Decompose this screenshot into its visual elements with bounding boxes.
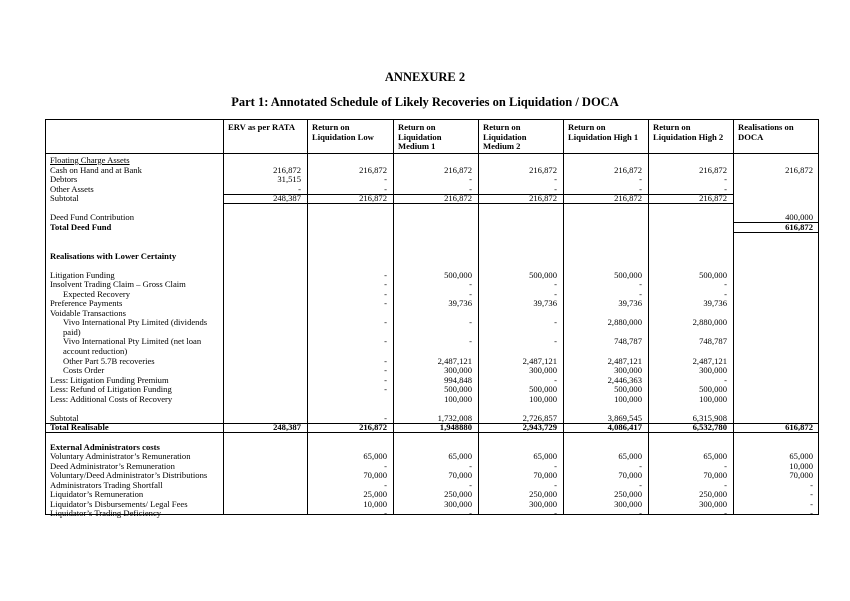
cell-value: - <box>384 374 387 385</box>
cell-value: 2,943,729 <box>522 422 557 433</box>
cell-value: - <box>724 479 727 490</box>
cell-value: 216,872 <box>529 193 557 204</box>
cell-value: 300,000 <box>699 365 727 376</box>
row-label: Liquidator’s Trading Deficiency <box>50 508 162 519</box>
cell-value: 2,726,857 <box>522 412 557 423</box>
cell-value: 216,872 <box>699 164 727 175</box>
row-label: Debtors <box>50 174 78 185</box>
column-header: Return on Liquidation Medium 1 <box>398 122 442 151</box>
cell-value: 400,000 <box>785 212 813 223</box>
cell-value: - <box>384 384 387 395</box>
cell-value: 216,872 <box>444 193 472 204</box>
cell-value: 216,872 <box>614 164 642 175</box>
row-label: Deed Administrator’s Remuneration <box>50 460 175 471</box>
total-rule <box>46 423 224 424</box>
cell-value: - <box>469 183 472 194</box>
cell-value: - <box>469 317 472 328</box>
cell-value: 70,000 <box>363 470 387 481</box>
cell-value: 248,387 <box>273 422 301 433</box>
cell-value: - <box>810 489 813 500</box>
doca-rule <box>734 222 819 223</box>
cell-value: 31,515 <box>277 174 301 185</box>
column-divider <box>223 120 224 514</box>
cell-value: - <box>810 479 813 490</box>
cell-value: - <box>724 460 727 471</box>
cell-value: 300,000 <box>529 498 557 509</box>
row-label: Voidable Transactions <box>50 307 126 318</box>
cell-value: - <box>384 508 387 519</box>
cell-value: 1,732,008 <box>437 412 472 423</box>
cell-value: 2,487,121 <box>522 355 557 366</box>
cell-value: - <box>724 288 727 299</box>
cell-value: 39,736 <box>448 298 472 309</box>
cell-value: - <box>810 508 813 519</box>
doca-rule <box>734 232 819 233</box>
row-label: Vivo International Pty Limited (dividends <box>63 317 208 328</box>
cell-value: 216,872 <box>699 193 727 204</box>
cell-value: 500,000 <box>444 384 472 395</box>
cell-value: 4,086,417 <box>607 422 642 433</box>
row-label: Liquidator’s Disbursements/ Legal Fees <box>50 498 188 509</box>
cell-value: - <box>724 374 727 385</box>
row-label: Litigation Funding <box>50 269 115 280</box>
cell-value: - <box>554 317 557 328</box>
cell-value: 70,000 <box>618 470 642 481</box>
cell-value: 2,880,000 <box>607 317 642 328</box>
cell-value: 70,000 <box>789 470 813 481</box>
cell-value: 300,000 <box>614 498 642 509</box>
row-label: Costs Order <box>63 365 105 376</box>
row-label: Voluntary/Deed Administrator’s Distributions <box>50 470 208 481</box>
cell-value: - <box>639 174 642 185</box>
cell-value: 216,872 <box>785 164 813 175</box>
cell-value: - <box>384 412 387 423</box>
column-header: ERV as per RATA <box>228 122 296 132</box>
cell-value: 216,872 <box>614 193 642 204</box>
cell-value: 6,315,908 <box>692 412 727 423</box>
column-divider <box>648 120 649 514</box>
cell-value: 216,872 <box>359 193 387 204</box>
page-subtitle: Part 1: Annotated Schedule of Likely Recoveries on Liquidation / DOCA <box>231 95 619 109</box>
cell-value: 500,000 <box>614 269 642 280</box>
cell-value: 250,000 <box>444 489 472 500</box>
subtotal-rule <box>224 203 734 204</box>
cell-value: - <box>469 508 472 519</box>
row-label: Preference Payments <box>50 298 123 309</box>
row-label: paid) <box>63 326 81 337</box>
page-title: ANNEXURE 2 <box>384 70 466 84</box>
cell-value: - <box>724 279 727 290</box>
row-label: Less: Refund of Litigation Funding <box>50 384 172 395</box>
cell-value: - <box>724 508 727 519</box>
cell-value: - <box>554 288 557 299</box>
cell-value: - <box>639 279 642 290</box>
column-header: Return on Liquidation High 2 <box>653 122 724 142</box>
cell-value: - <box>554 374 557 385</box>
column-header: Realisations on DOCA <box>738 122 794 142</box>
doca-rule <box>734 423 819 424</box>
cell-value: 748,787 <box>699 336 727 347</box>
column-divider <box>563 120 564 514</box>
cell-value: - <box>469 279 472 290</box>
cell-value: 250,000 <box>699 489 727 500</box>
row-label: Expected Recovery <box>63 288 131 299</box>
row-label: account reduction) <box>63 346 128 356</box>
cell-value: 65,000 <box>789 451 813 462</box>
subtotal-rule <box>224 194 734 195</box>
column-header: Return on Liquidation High 1 <box>568 122 639 142</box>
row-label: Floating Charge Assets <box>50 155 130 165</box>
cell-value: 39,736 <box>703 298 727 309</box>
cell-value: - <box>384 279 387 290</box>
row-label: Total Deed Fund <box>50 221 112 232</box>
row-label: Voluntary Administrator’s Remuneration <box>50 451 191 462</box>
cell-value: 10,000 <box>789 460 813 471</box>
cell-value: - <box>639 460 642 471</box>
cell-value: - <box>554 460 557 471</box>
cell-value: 616,872 <box>785 422 813 433</box>
cell-value: 250,000 <box>529 489 557 500</box>
cell-value: 65,000 <box>533 451 557 462</box>
cell-value: - <box>724 174 727 185</box>
cell-value: 248,387 <box>273 193 301 204</box>
cell-value: 100,000 <box>614 393 642 404</box>
column-header: Return on Liquidation Low <box>312 122 374 142</box>
cell-value: 100,000 <box>699 393 727 404</box>
total-rule <box>46 432 818 433</box>
cell-value: 300,000 <box>699 498 727 509</box>
row-label: Insolvent Trading Claim – Gross Claim <box>50 279 186 290</box>
cell-value: 3,869,545 <box>607 412 642 423</box>
cell-value: 250,000 <box>614 489 642 500</box>
cell-value: - <box>724 183 727 194</box>
row-label: Realisations with Lower Certainty <box>50 250 177 261</box>
row-label: Liquidator’s Remuneration <box>50 489 144 500</box>
cell-value: 39,736 <box>533 298 557 309</box>
cell-value: - <box>469 479 472 490</box>
column-divider <box>307 120 308 514</box>
cell-value: 65,000 <box>363 451 387 462</box>
cell-value: - <box>384 183 387 194</box>
cell-value: 65,000 <box>703 451 727 462</box>
cell-value: - <box>554 336 557 347</box>
cell-value: 500,000 <box>529 269 557 280</box>
cell-value: - <box>384 317 387 328</box>
cell-value: 300,000 <box>529 365 557 376</box>
cell-value: 500,000 <box>529 384 557 395</box>
cell-value: 300,000 <box>444 498 472 509</box>
cell-value: 300,000 <box>614 365 642 376</box>
row-label: Subtotal <box>50 193 79 204</box>
cell-value: - <box>384 479 387 490</box>
column-divider <box>478 120 479 514</box>
cell-value: - <box>384 365 387 376</box>
row-label: Other Assets <box>50 183 94 194</box>
cell-value: 1,948880 <box>439 422 472 433</box>
cell-value: 39,736 <box>618 298 642 309</box>
row-label: Less: Additional Costs of Recovery <box>50 393 173 404</box>
cell-value: 216,872 <box>444 164 472 175</box>
cell-value: 500,000 <box>444 269 472 280</box>
cell-value: - <box>639 288 642 299</box>
cell-value: - <box>384 298 387 309</box>
cell-value: - <box>639 479 642 490</box>
cell-value: - <box>469 336 472 347</box>
cell-value: 10,000 <box>363 498 387 509</box>
cell-value: 70,000 <box>533 470 557 481</box>
cell-value: - <box>384 460 387 471</box>
row-label: Cash on Hand and at Bank <box>50 164 142 175</box>
row-label: Less: Litigation Funding Premium <box>50 374 169 385</box>
row-label: Administrators Trading Shortfall <box>50 479 163 490</box>
cell-value: - <box>298 183 301 194</box>
cell-value: - <box>384 269 387 280</box>
cell-value: 70,000 <box>448 470 472 481</box>
column-divider <box>393 120 394 514</box>
subtotal-rule <box>224 423 734 424</box>
cell-value: - <box>554 174 557 185</box>
cell-value: 2,487,121 <box>437 355 472 366</box>
cell-value: - <box>469 460 472 471</box>
cell-value: - <box>639 183 642 194</box>
cell-value: 216,872 <box>529 164 557 175</box>
cell-value: 216,872 <box>273 164 301 175</box>
cell-value: 6,532,780 <box>692 422 727 433</box>
row-label: Other Part 5.7B recoveries <box>63 355 155 366</box>
cell-value: 216,872 <box>359 422 387 433</box>
row-label: Deed Fund Contribution <box>50 212 135 223</box>
cell-value: 2,446,363 <box>607 374 642 385</box>
cell-value: 994,848 <box>444 374 472 385</box>
cell-value: - <box>554 279 557 290</box>
cell-value: 300,000 <box>444 365 472 376</box>
cell-value: 65,000 <box>448 451 472 462</box>
cell-value: 25,000 <box>363 489 387 500</box>
cell-value: - <box>384 174 387 185</box>
cell-value: 2,487,121 <box>692 355 727 366</box>
cell-value: 500,000 <box>699 269 727 280</box>
recoveries-table <box>45 119 819 519</box>
cell-value: 65,000 <box>618 451 642 462</box>
cell-value: - <box>384 336 387 347</box>
cell-value: - <box>639 508 642 519</box>
cell-value: 216,872 <box>359 164 387 175</box>
cell-value: - <box>554 183 557 194</box>
cell-value: - <box>469 288 472 299</box>
cell-value: - <box>469 174 472 185</box>
row-label: Vivo International Pty Limited (net loan <box>63 336 202 347</box>
cell-value: - <box>810 498 813 509</box>
row-label: Total Realisable <box>50 422 109 433</box>
row-label: External Administrators costs <box>50 441 160 452</box>
cell-value: - <box>554 479 557 490</box>
cell-value: 616,872 <box>785 221 813 232</box>
row-label: Subtotal <box>50 412 79 423</box>
cell-value: 70,000 <box>703 470 727 481</box>
header-divider <box>46 153 818 154</box>
cell-value: 100,000 <box>529 393 557 404</box>
cell-value: 2,487,121 <box>607 355 642 366</box>
cell-value: 500,000 <box>614 384 642 395</box>
cell-value: 500,000 <box>699 384 727 395</box>
column-header: Return on Liquidation Medium 2 <box>483 122 527 151</box>
column-divider <box>733 120 734 514</box>
cell-value: 2,880,000 <box>692 317 727 328</box>
cell-value: - <box>384 355 387 366</box>
cell-value: 748,787 <box>614 336 642 347</box>
cell-value: 100,000 <box>444 393 472 404</box>
cell-value: - <box>554 508 557 519</box>
cell-value: - <box>384 288 387 299</box>
